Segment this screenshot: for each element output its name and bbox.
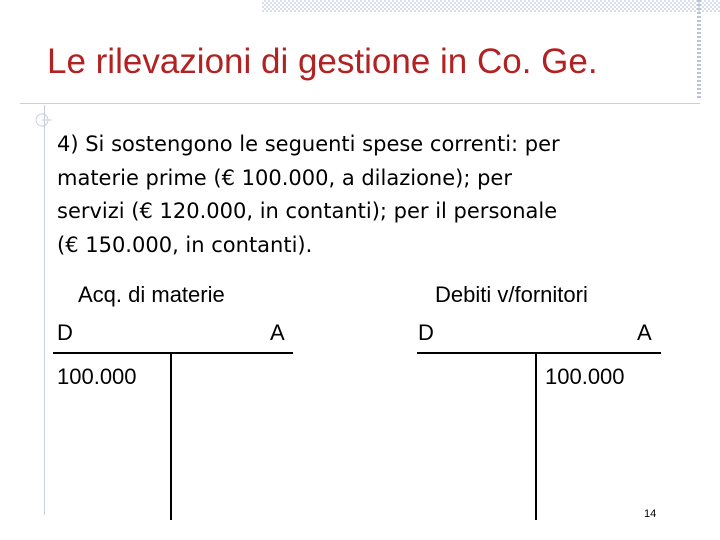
vertical-pattern [697,0,701,100]
account-title: Acq. di materie [78,282,225,307]
title-divider [20,103,700,104]
credit-label: A [270,320,285,345]
t-account-divider [170,352,172,520]
account-title: Debiti v/fornitori [435,282,588,307]
header-pattern [262,0,720,12]
exercise-text: 4) Si sostengono le seguenti spese correnti: per materie prime (€ 100.000, a dilazione); per servizi (€ 120.000, in contanti); per il personale (€ 150.000, in contanti). [57,132,560,257]
t-account-top-line [53,352,293,354]
corner-circle-icon [32,110,52,130]
debit-label: D [57,320,73,345]
t-account-divider [535,352,537,520]
page-number: 14 [644,508,657,520]
slide-title: Le rilevazioni di gestione in Co. Ge. [47,42,598,81]
left-divider [44,105,45,515]
credit-label: A [637,320,652,345]
debit-entry: 100.000 [57,364,137,389]
credit-entry: 100.000 [545,364,625,389]
t-account-top-line [417,352,661,354]
debit-label: D [418,320,434,345]
